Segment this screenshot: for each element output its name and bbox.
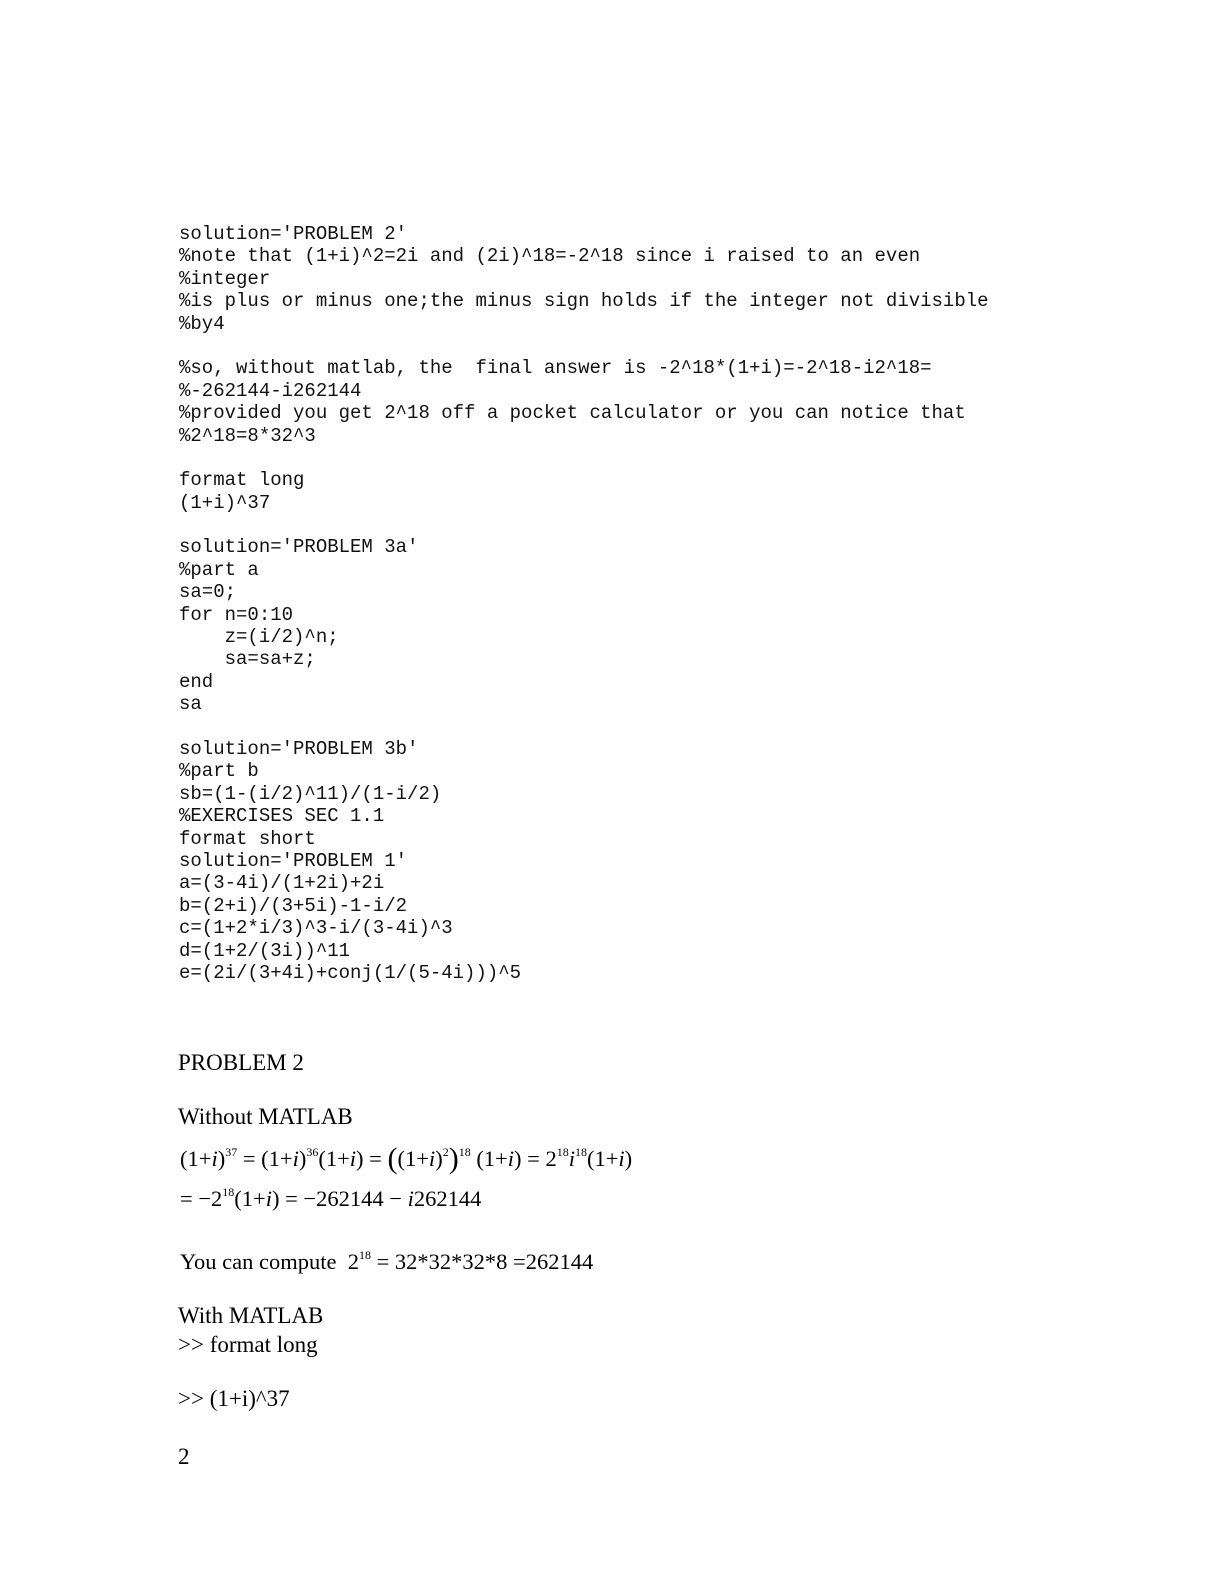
code-line: e=(2i/(3+4i)+conj(1/(5-4i)))^5: [179, 961, 522, 984]
code-line: solution='PROBLEM 1': [179, 849, 408, 872]
code-line: %by4: [179, 312, 225, 335]
code-line: format short: [179, 827, 316, 850]
code-line: [179, 335, 989, 357]
compute-line: You can compute $2^{18} = 32*32*32*8 =262144$: [180, 1248, 594, 1274]
code-line: z=(i/2)^n;: [179, 626, 339, 649]
code-line: solution='PROBLEM 3b': [179, 737, 419, 760]
code-line: format long: [179, 469, 305, 492]
code-line: c=(1+2*i/3)^3-i/(3-4i)^3: [179, 917, 453, 940]
code-line: for n=0:10: [179, 603, 294, 626]
code-line: %part b: [179, 760, 259, 783]
code-line: solution='PROBLEM 2': [179, 223, 408, 245]
code-line: solution='PROBLEM 3a': [179, 536, 419, 559]
code-line: [179, 716, 989, 738]
problem-heading: PROBLEM 2: [178, 1050, 304, 1075]
code-line: %is plus or minus one;the minus sign holds if the integer not divisible: [179, 290, 989, 313]
code-line: d=(1+2/(3i))^11: [179, 939, 351, 962]
code-line: %provided you get 2^18 off a pocket calculator or you can notice that: [179, 402, 966, 425]
command-format-long: >> format long: [178, 1332, 318, 1357]
code-line: sa=0;: [179, 581, 237, 604]
without-matlab-label: Without MATLAB: [178, 1104, 353, 1129]
matlab-code-listing: [179, 223, 989, 984]
command-power: >> (1+i)^37: [178, 1386, 290, 1411]
code-line: %2^18=8*32^3: [179, 424, 316, 447]
code-line: sb=(1-(i/2)^11)/(1-i/2): [179, 782, 442, 805]
code-line: sa=sa+z;: [179, 648, 316, 671]
code-line: sa: [179, 693, 202, 716]
equation-line-1: $(1+i)^{37} = (1+i)^{36}(1+i) = ((1+i)^2)^{18}$ $(1+i) = 2^{18}i^{18}(1+i)$: [180, 1142, 633, 1175]
code-line: (1+i)^37: [179, 491, 271, 514]
page-number: 2: [178, 1444, 190, 1469]
code-line: %note that (1+i)^2=2i and (2i)^18=-2^18 since i raised to an even: [179, 245, 921, 268]
code-line: a=(3-4i)/(1+2i)+2i: [179, 872, 385, 895]
code-line: end: [179, 670, 214, 693]
code-line: [179, 447, 989, 469]
code-line: b=(2+i)/(3+5i)-1-i/2: [179, 894, 408, 917]
with-matlab-label: With MATLAB: [178, 1303, 324, 1328]
code-line: %so, without matlab, the final answer is -2^18*(1+i)=-2^18-i2^18=: [179, 357, 932, 380]
code-line: %EXERCISES SEC 1.1: [179, 805, 385, 828]
code-line: [179, 514, 989, 536]
code-line: %integer: [179, 267, 271, 290]
equation-line-2: = $-2^{18}(1+i) = -262144 - i262144$: [180, 1185, 482, 1211]
code-line: %-262144-i262144: [179, 379, 362, 402]
code-line: %part a: [179, 558, 259, 581]
